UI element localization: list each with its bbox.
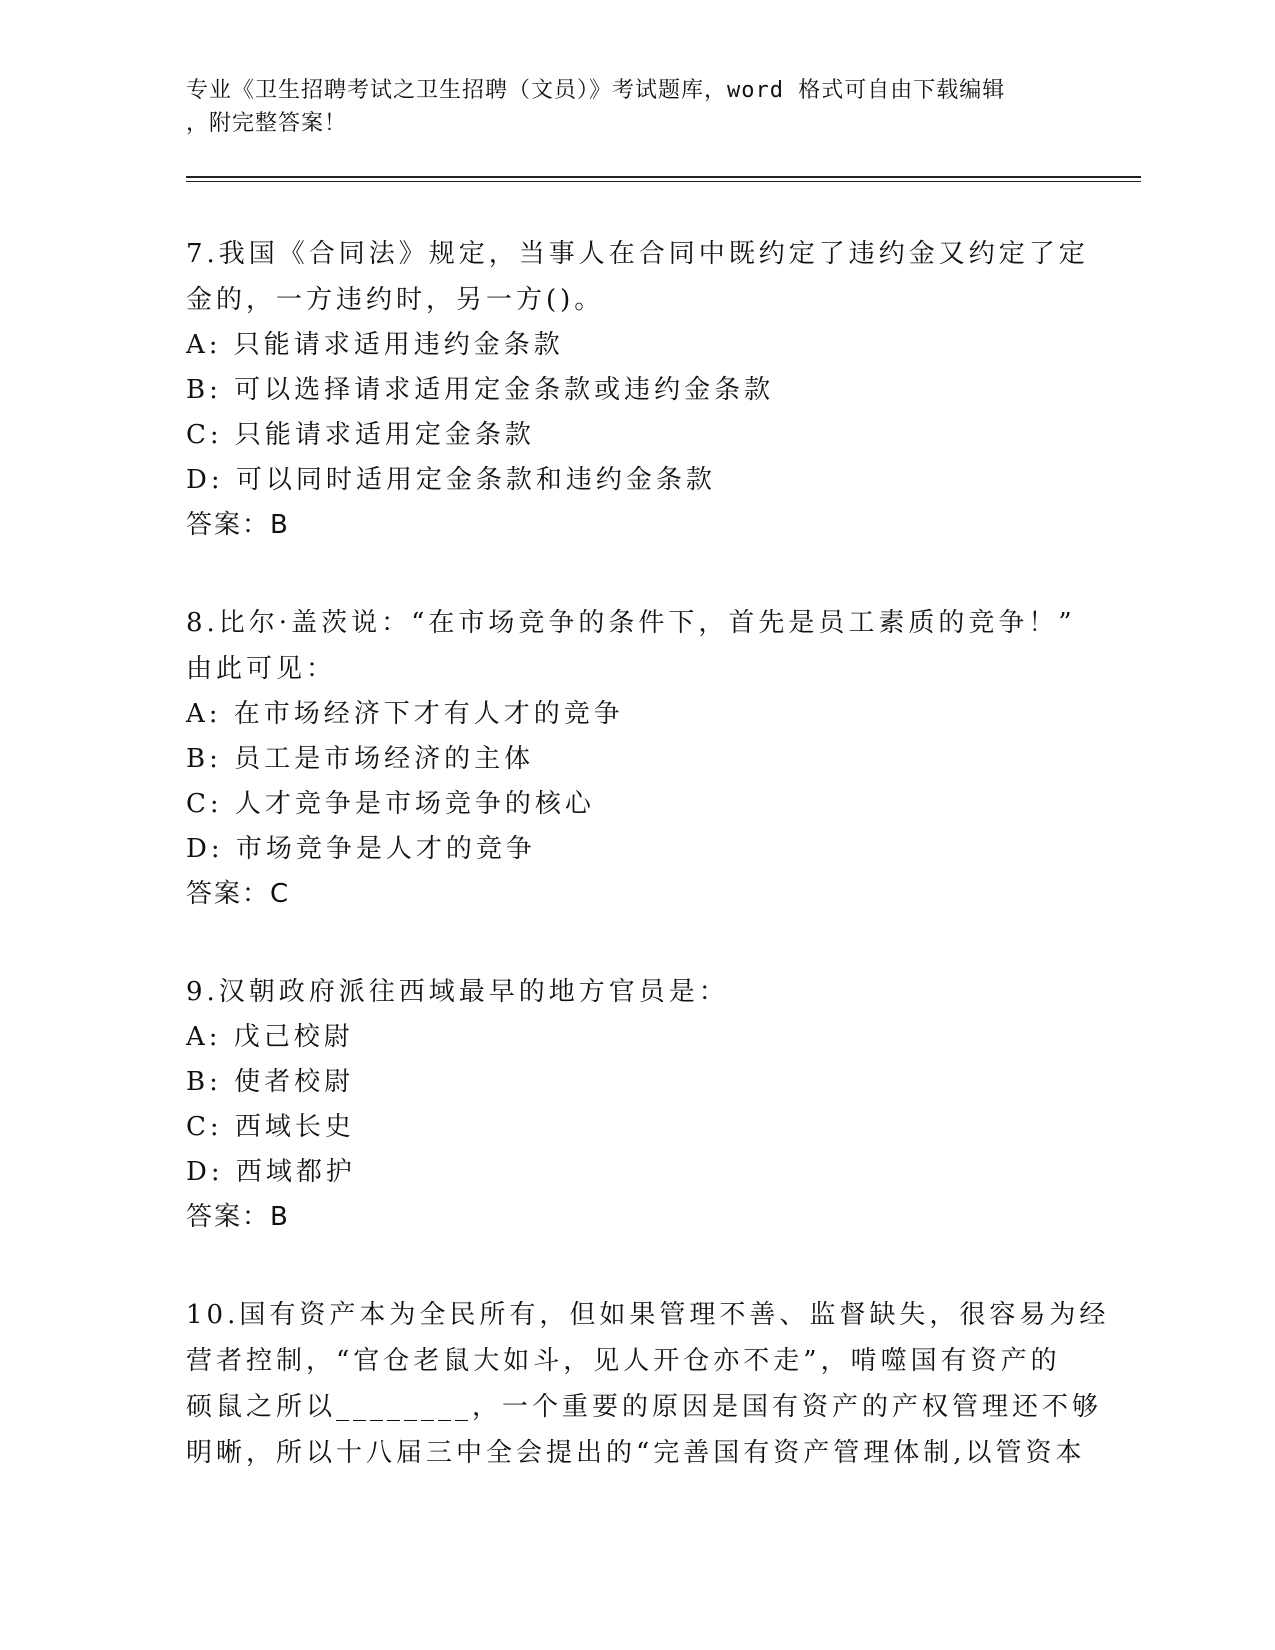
option-c: C: 人才竞争是市场竞争的核心 bbox=[186, 789, 595, 819]
option-c: C: 只能请求适用定金条款 bbox=[186, 420, 535, 450]
question-9 bbox=[186, 969, 1086, 1240]
question-text: 金的，一方违约时，另一方()。 bbox=[186, 285, 605, 315]
answer-line: 答案：B bbox=[186, 510, 290, 540]
document-header bbox=[186, 74, 1086, 140]
header-line-2: ，附完整答案！ bbox=[186, 111, 348, 136]
question-text: 10.国有资产本为全民所有，但如果管理不善、监督缺失，很容易为经 bbox=[186, 1300, 1110, 1330]
header-divider-thick bbox=[186, 176, 1141, 178]
answer-line: 答案：B bbox=[186, 1202, 290, 1232]
question-text: 由此可见： bbox=[186, 654, 337, 684]
header-divider-thin bbox=[186, 181, 1141, 182]
question-text: 8.比尔·盖茨说：“在市场竞争的条件下，首先是员工素质的竞争！” bbox=[186, 608, 1076, 638]
option-d: D: 西域都护 bbox=[186, 1157, 356, 1187]
option-c: C: 西域长史 bbox=[186, 1112, 355, 1142]
question-10 bbox=[186, 1292, 1110, 1476]
option-a: A: 在市场经济下才有人才的竞争 bbox=[186, 699, 624, 729]
answer-line: 答案：C bbox=[186, 879, 291, 909]
question-text: 7.我国《合同法》规定，当事人在合同中既约定了违约金又约定了定 bbox=[186, 239, 1089, 269]
question-text: 9.汉朝政府派往西域最早的地方官员是： bbox=[186, 977, 729, 1007]
option-a: A: 只能请求适用违约金条款 bbox=[186, 330, 564, 360]
question-text: 营者控制，“官仓老鼠大如斗，见人开仓亦不走”，啃噬国有资产的 bbox=[186, 1346, 1061, 1376]
option-b: B: 可以选择请求适用定金条款或违约金条款 bbox=[186, 375, 775, 405]
option-d: D: 可以同时适用定金条款和违约金条款 bbox=[186, 465, 716, 495]
header-line-1: 专业《卫生招聘考试之卫生招聘（文员）》考试题库，word 格式可自由下载编辑 bbox=[186, 78, 1006, 103]
question-list bbox=[186, 231, 1110, 1528]
option-b: B: 使者校尉 bbox=[186, 1067, 355, 1097]
option-a: A: 戊己校尉 bbox=[186, 1022, 354, 1052]
question-7 bbox=[186, 231, 1089, 548]
option-d: D: 市场竞争是人才的竞争 bbox=[186, 834, 536, 864]
question-8 bbox=[186, 600, 1086, 917]
option-b: B: 员工是市场经济的主体 bbox=[186, 744, 535, 774]
question-text: 明晰，所以十八届三中全会提出的“完善国有资产管理体制,以管资本 bbox=[186, 1438, 1086, 1468]
question-text: 硕鼠之所以________，一个重要的原因是国有资产的产权管理还不够 bbox=[186, 1392, 1103, 1422]
